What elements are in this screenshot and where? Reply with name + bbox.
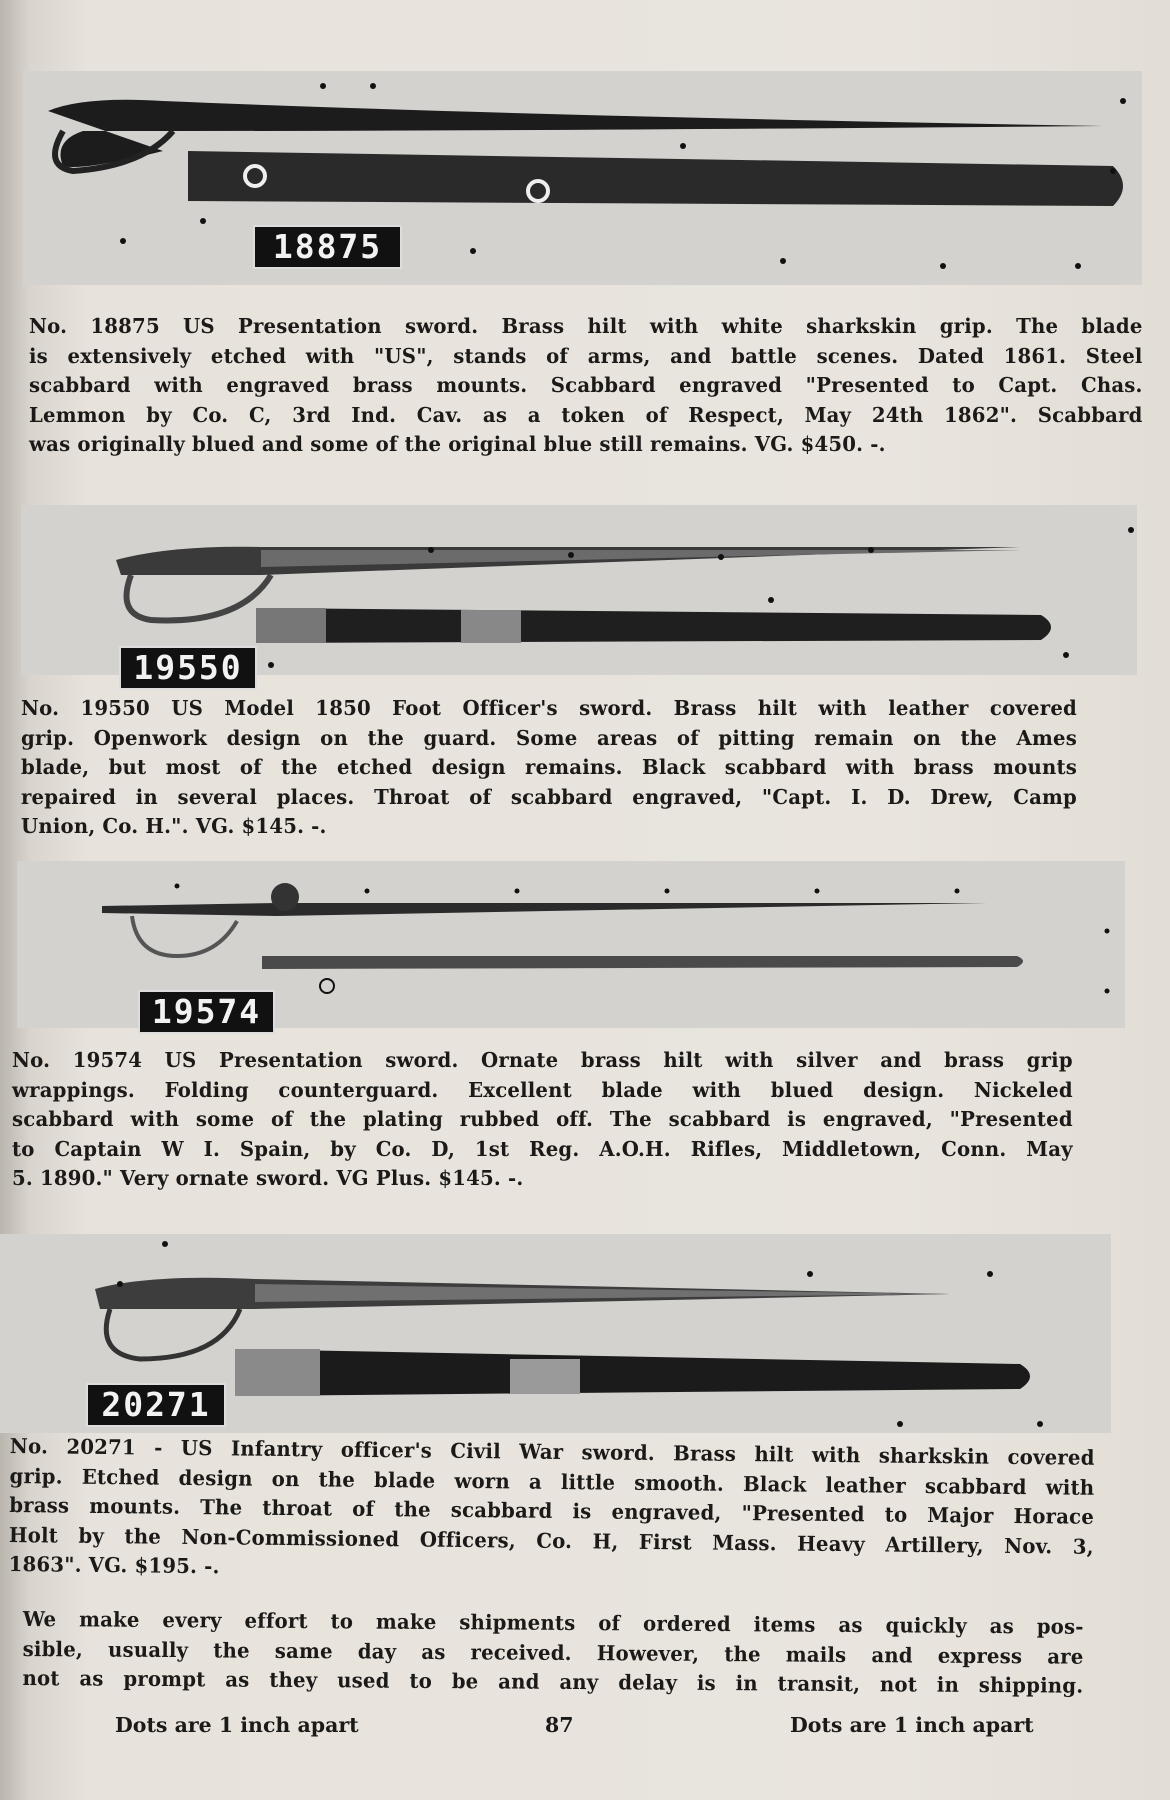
footer-scale-note-left: Dots are 1 inch apart [115,1713,359,1737]
footer-scale-note-right: Dots are 1 inch apart [790,1713,1034,1737]
sword-photo-18875 [23,71,1142,285]
description-line: grip. Openwork design on the guard. Some areas of pitting remain on the Ames [21,725,1077,750]
notice-line: not as prompt as they used to be and any delay is in transit, not in shipping. [22,1665,1084,1698]
lot-number-label: 20271 [86,1383,226,1427]
description-line: to Captain W I. Spain, by Co. D, 1st Reg. A.O.H. Rifles, Middletown, Conn. May [12,1136,1073,1161]
item-description-19550 [21,694,1077,842]
description-line: is extensively etched with "US", stands of arms, and battle scenes. Dated 1861. Steel [29,343,1143,368]
item-description-18875 [29,312,1143,460]
lot-number-label: 19574 [138,990,275,1034]
description-line: wrappings. Folding counterguard. Excellent blade with blued design. Nickeled [12,1077,1073,1102]
description-line: was originally blued and some of the original blue still remains. VG. $450. -. [29,432,886,456]
sword-illustration [23,71,1142,285]
description-line: No. 20271 - US Infantry officer's Civil War sword. Brass hilt with sharkskin covered [9,1433,1095,1470]
description-line: scabbard with some of the plating rubbed off. The scabbard is engraved, "Presented [12,1107,1073,1131]
lot-number-label: 19550 [119,646,257,690]
item-description-20271 [9,1432,1095,1591]
description-line: Lemmon by Co. C, 3rd Ind. Cav. as a token of Respect, May 24th 1862". Scabbard [29,402,1143,427]
description-line: blade, but most of the etched design remains. Black scabbard with brass mounts [21,755,1077,779]
description-line: No. 18875 US Presentation sword. Brass hilt with white sharkskin grip. The blade [29,314,1143,338]
description-line: Union, Co. H.". VG. $145. -. [21,814,327,838]
description-line: Holt by the Non-Commissioned Officers, Co. H, First Mass. Heavy Artillery, Nov. 3, [8,1522,1094,1559]
shipping-notice [22,1605,1083,1701]
description-line: 1863". VG. $195. -. [8,1551,220,1579]
description-line: repaired in several places. Throat of scabbard engraved, "Capt. I. D. Drew, Camp [21,784,1077,809]
page-number: 87 [545,1713,574,1737]
item-description-19574 [12,1046,1073,1194]
notice-line: sible, usually the same day as received. However, the mails and express are [22,1636,1084,1669]
description-line: No. 19574 US Presentation sword. Ornate brass hilt with silver and brass grip [12,1048,1073,1072]
description-line: brass mounts. The throat of the scabbard is engraved, "Presented to Major Horace [9,1492,1095,1529]
lot-number-label: 18875 [253,225,402,269]
description-line: grip. Etched design on the blade worn a little smooth. Black leather scabbard with [9,1463,1095,1500]
notice-line: We make every effort to make shipments of ordered items as quickly as pos- [22,1607,1084,1639]
description-line: No. 19550 US Model 1850 Foot Officer's sword. Brass hilt with leather covered [21,696,1077,720]
description-line: 5. 1890." Very ornate sword. VG Plus. $145. -. [12,1166,524,1190]
description-line: scabbard with engraved brass mounts. Scabbard engraved "Presented to Capt. Chas. [29,373,1143,397]
